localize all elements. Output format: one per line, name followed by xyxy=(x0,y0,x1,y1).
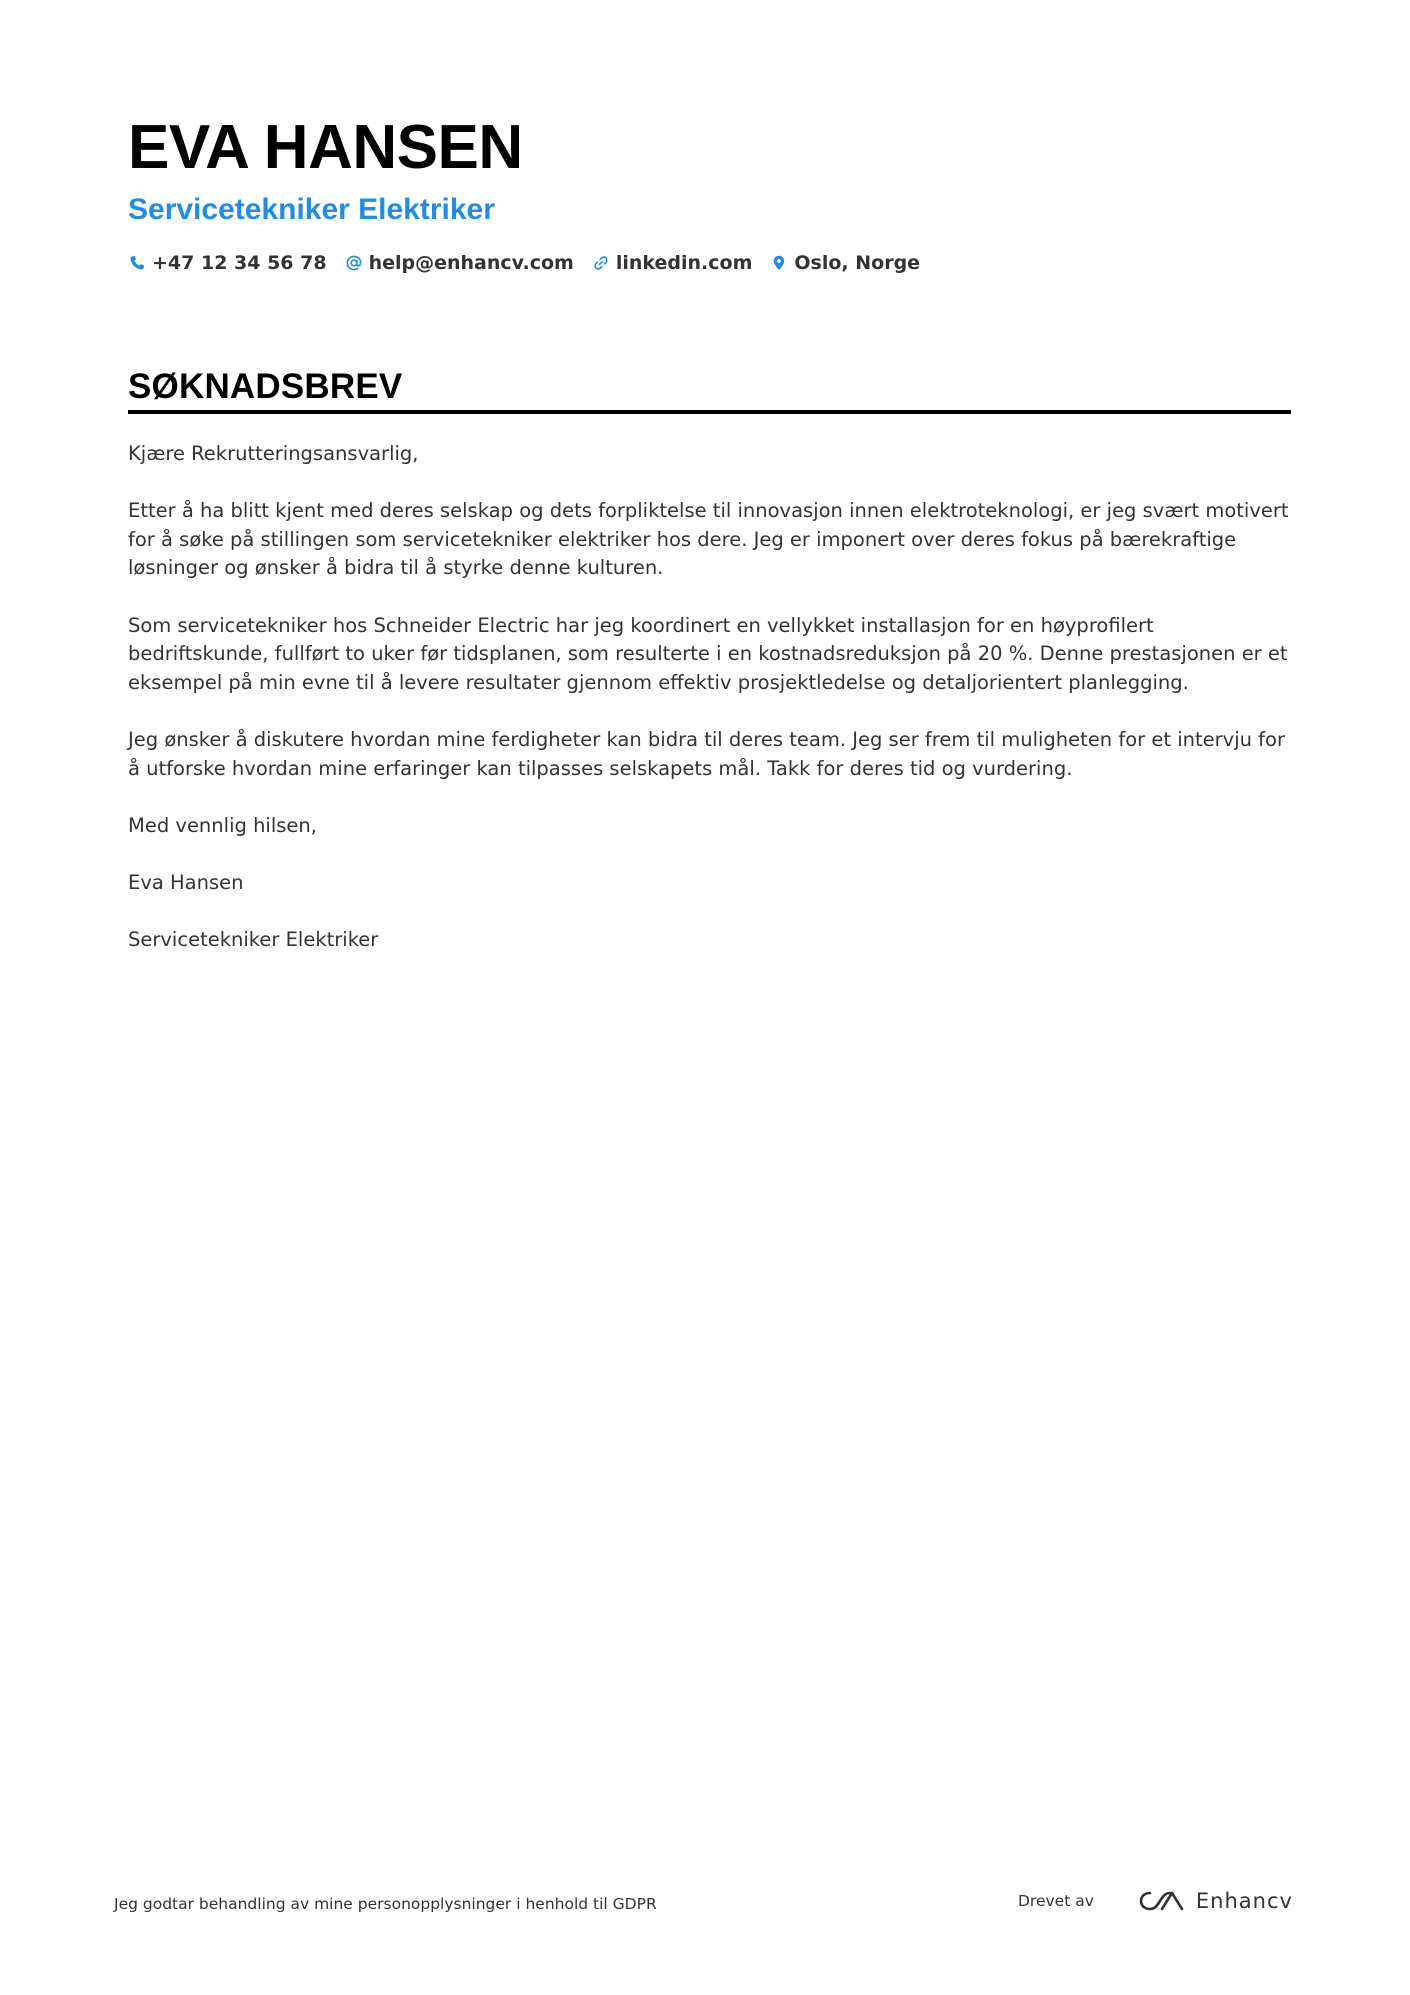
contact-location xyxy=(770,252,920,274)
signature-title: Servicetekniker Elektriker xyxy=(128,928,379,952)
letter-paragraph: Etter å ha blitt kjent med deres selskap og dets forpliktelse til innovasjon innen elektroteknologi, er jeg svært motivert for å søke på stillingen som servicetekniker elektriker hos dere. Jeg er imponert over deres fokus på bærekraftige løsninger og ønsker å bidra til å styrke denne kulturen. xyxy=(128,499,1289,580)
location-icon xyxy=(770,254,788,272)
contact-phone-text: +47 12 34 56 78 xyxy=(152,252,327,274)
letter-body xyxy=(128,440,1291,983)
phone-icon xyxy=(128,254,146,272)
section-heading: SØKNADSBREV xyxy=(128,367,403,406)
applicant-title: Servicetekniker Elektriker xyxy=(128,193,495,226)
section-divider xyxy=(128,410,1291,414)
letter-greeting: Kjære Rekrutteringsansvarlig, xyxy=(128,442,419,465)
enhancv-logo xyxy=(1138,1888,1293,1914)
at-icon xyxy=(345,254,363,272)
letter-paragraph: Som servicetekniker hos Schneider Electric har jeg koordinert en vellykket installasjon for en høyprofilert bedriftskunde, fullført to uker før tidsplanen, som resulterte i en kostnadsreduksjon på 20 %. Denne prestasjonen er et eksempel på min evne til å levere resultater gjennom effektiv prosjektledelse og detaljorientert planlegging. xyxy=(128,613,1288,694)
contact-bar xyxy=(128,252,938,274)
contact-email[interactable] xyxy=(345,252,574,274)
powered-by-label: Drevet av xyxy=(1018,1892,1094,1910)
contact-phone xyxy=(128,252,327,274)
link-icon xyxy=(592,254,610,272)
contact-linkedin-text: linkedin.com xyxy=(615,252,753,274)
signature-name: Eva Hansen xyxy=(128,870,244,894)
contact-linkedin[interactable] xyxy=(592,252,753,274)
powered-by[interactable] xyxy=(1018,1888,1293,1914)
contact-location-text: Oslo, Norge xyxy=(794,252,921,274)
applicant-name: EVA HANSEN xyxy=(128,113,523,182)
brand-name: Enhancv xyxy=(1195,1889,1293,1913)
contact-email-text: help@enhancv.com xyxy=(368,252,574,274)
letter-paragraph: Jeg ønsker å diskutere hvordan mine ferdigheter kan bidra til deres team. Jeg ser frem til muligheten for et intervju for å utforske hvordan mine erfaringer kan tilpasses selskapets mål. Takk for deres tid og vurdering. xyxy=(128,727,1285,780)
letter-closing: Med vennlig hilsen, xyxy=(128,813,317,837)
gdpr-note: Jeg godtar behandling av mine personopplysninger i henhold til GDPR xyxy=(114,1895,657,1913)
enhancv-logo-icon xyxy=(1138,1888,1186,1914)
